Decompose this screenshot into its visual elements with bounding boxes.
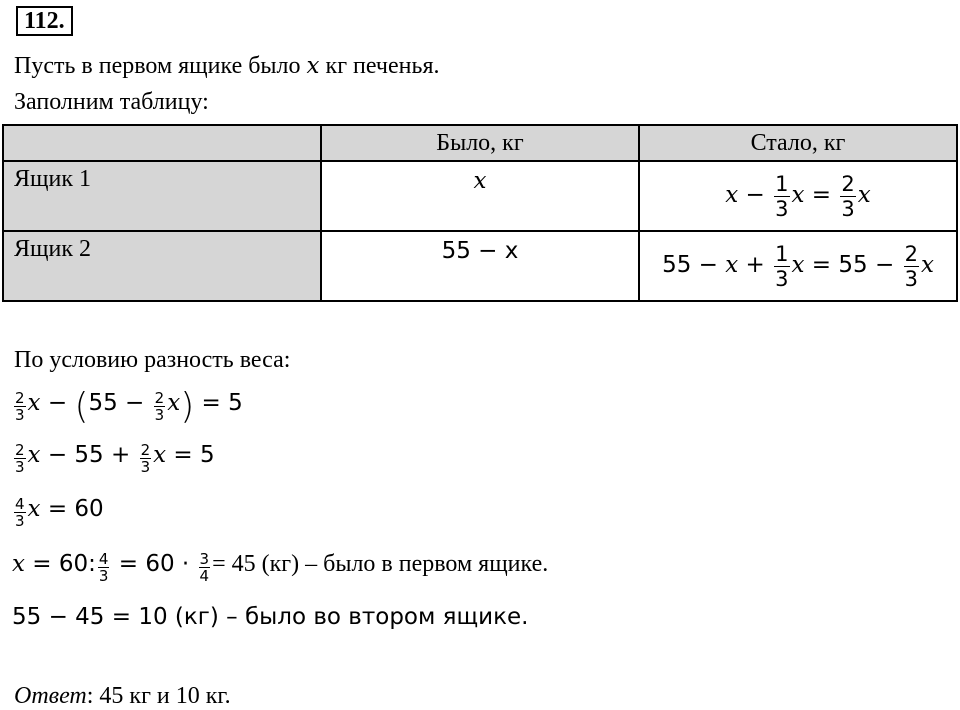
table-row: [3, 161, 957, 231]
equation-4: x = 60: $\frac{4}{3}$ = 60 · $\frac{3}{4}$ = 45 (кг) – было в первом ящике.: [12, 549, 549, 585]
intro-rest: кг печенья.: [325, 53, 440, 79]
header-empty-cell: [3, 125, 321, 161]
table-header-row: [3, 125, 957, 161]
answer-text: : 45 кг и 10 кг.: [86, 683, 231, 709]
equation-2: $\frac{2}{3}$ x − 55 + $\frac{2}{3}$ x = 5: [15, 441, 215, 476]
equation-3: $\frac{4}{3}$ x = 60: [15, 495, 104, 530]
condition-text: По условию разность веса:: [14, 347, 291, 373]
row2-was: 55 − x: [321, 231, 639, 301]
intro-text: Пусть в первом ящике было: [14, 53, 301, 79]
equation-4-tail: = 45 (кг) – было в первом ящике.: [212, 551, 549, 577]
problem-number: 112.: [16, 6, 73, 36]
row1-was: x: [321, 161, 639, 231]
equation-5: 55 − 45 = 10 (кг) – было во втором ящике.: [12, 604, 529, 630]
answer-label: Ответ: [14, 683, 87, 709]
fill-table-text: Заполним таблицу:: [14, 89, 209, 115]
row1-became: x − $\frac{1}{3}$ x = $\frac{2}{3}$ x: [639, 161, 957, 231]
equation-1: $\frac{2}{3}$ x − (55 − $\frac{2}{3}$ x) = 5: [15, 386, 243, 427]
row2-label: Ящик 2: [3, 231, 321, 301]
table-row: [3, 231, 957, 301]
intro-variable: x: [306, 53, 320, 79]
data-table: [2, 124, 958, 302]
intro-line: [14, 52, 439, 80]
row2-became: 55 − x + $\frac{1}{3}$ x = 55 − $\frac{2}{3}$ x: [639, 231, 957, 301]
header-became: Стало, кг: [639, 125, 957, 161]
row1-label: Ящик 1: [3, 161, 321, 231]
header-was: Было, кг: [321, 125, 639, 161]
